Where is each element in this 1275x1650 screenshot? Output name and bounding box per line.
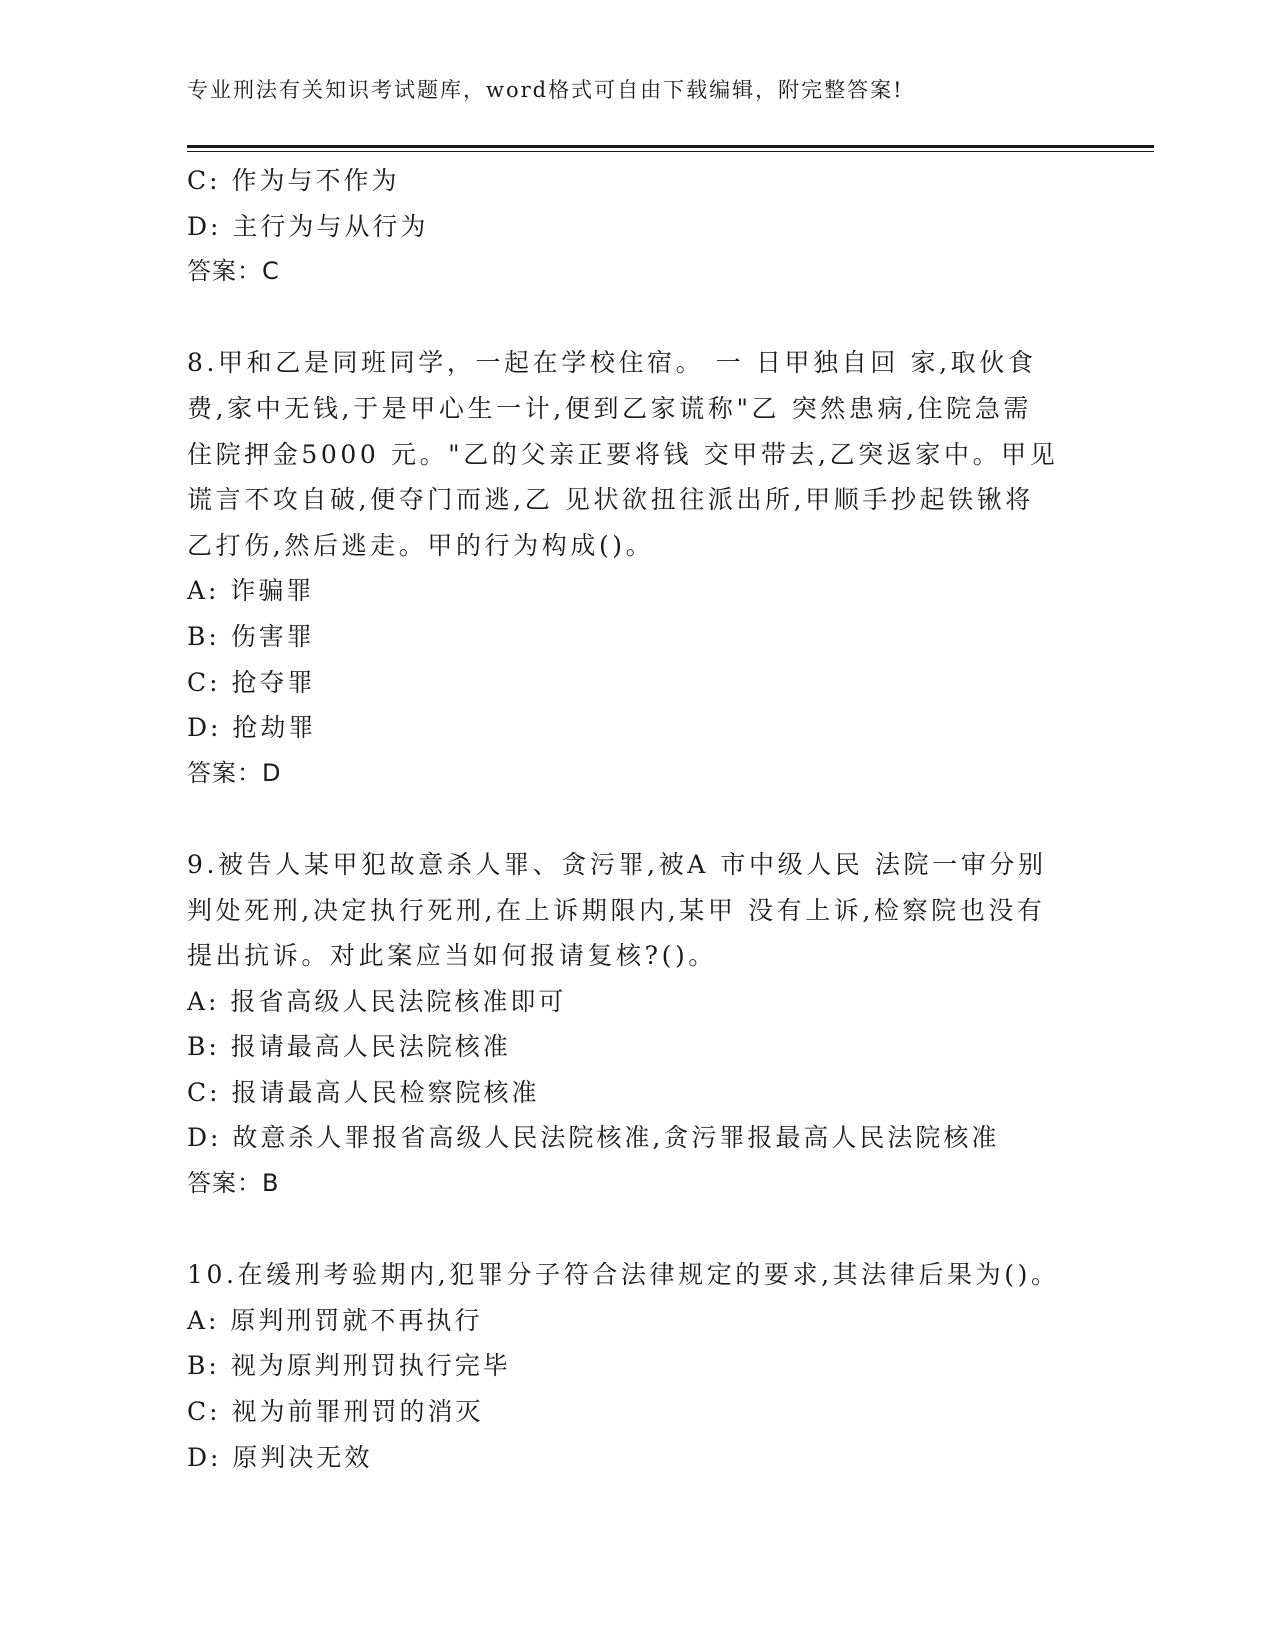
option-b: B: 视为原判刑罚执行完毕 xyxy=(187,1351,511,1381)
exam-content xyxy=(187,158,1087,1480)
option-c: C: 视为前罪刑罚的消灭 xyxy=(187,1397,484,1427)
option-d: D: 原判决无效 xyxy=(187,1442,373,1472)
option-c: C: 作为与不作为 xyxy=(187,166,400,195)
question-10 xyxy=(187,1252,1087,1480)
option-d: D: 故意杀人罪报省高级人民法院核准,贪污罪报最高人民法院核准 xyxy=(187,1123,1000,1153)
question-stem-line: 判处死刑,决定执行死刑,在上诉期限内,某甲 没有上诉,检察院也没有 xyxy=(187,895,1046,925)
question-8 xyxy=(187,340,1087,796)
option-c: C: 报请最高人民检察院核准 xyxy=(187,1077,540,1107)
option-d: D: 主行为与从行为 xyxy=(187,211,429,241)
question-stem-line: 住院押金5000 元。"乙的父亲正要将钱 交甲带去,乙突返家中。甲见 xyxy=(187,439,1059,469)
header-rule-thick xyxy=(187,145,1154,148)
answer: 答案：C xyxy=(187,257,280,286)
question-stem-line: 提出抗诉。对此案应当如何报请复核?()。 xyxy=(187,941,717,971)
question-9 xyxy=(187,842,1087,1207)
question-stem-line: 10.在缓刑考验期内,犯罪分子符合法律规定的要求,其法律后果为()。 xyxy=(187,1260,1060,1290)
answer: 答案：D xyxy=(187,758,282,787)
option-a: A: 原判刑罚就不再执行 xyxy=(187,1305,483,1335)
option-a: A: 诈骗罪 xyxy=(187,576,315,606)
question-stem-line: 费,家中无钱,于是甲心生一计,便到乙家谎称"乙 突然患病,住院急需 xyxy=(187,393,1033,423)
header-rule-thin xyxy=(187,151,1154,152)
option-c: C: 抢夺罪 xyxy=(187,667,316,697)
question-stem-line: 乙打伤,然后逃走。甲的行为构成()。 xyxy=(187,530,655,560)
option-b: B: 报请最高人民法院核准 xyxy=(187,1032,511,1062)
option-d: D: 抢劫罪 xyxy=(187,713,317,743)
spacer xyxy=(187,295,1087,341)
option-b: B: 伤害罪 xyxy=(187,621,315,651)
question-stem-line: 谎言不攻自破,便夺门而逃,乙 见状欲扭往派出所,甲顺手抄起铁锹将 xyxy=(187,485,1034,515)
question-7 xyxy=(187,158,1087,295)
page-header: 专业刑法有关知识考试题库，word格式可自由下载编辑，附完整答案! xyxy=(187,78,904,102)
question-stem-line: 9.被告人某甲犯故意杀人罪、贪污罪,被A 市中级人民 法院一审分别 xyxy=(187,849,1047,879)
spacer xyxy=(187,796,1087,842)
option-a: A: 报省高级人民法院核准即可 xyxy=(187,986,567,1016)
question-stem-line: 8.甲和乙是同班同学，一起在学校住宿。 一 日甲独自回 家,取伙食 xyxy=(187,348,1037,378)
answer: 答案：B xyxy=(187,1169,280,1198)
spacer xyxy=(187,1207,1087,1253)
